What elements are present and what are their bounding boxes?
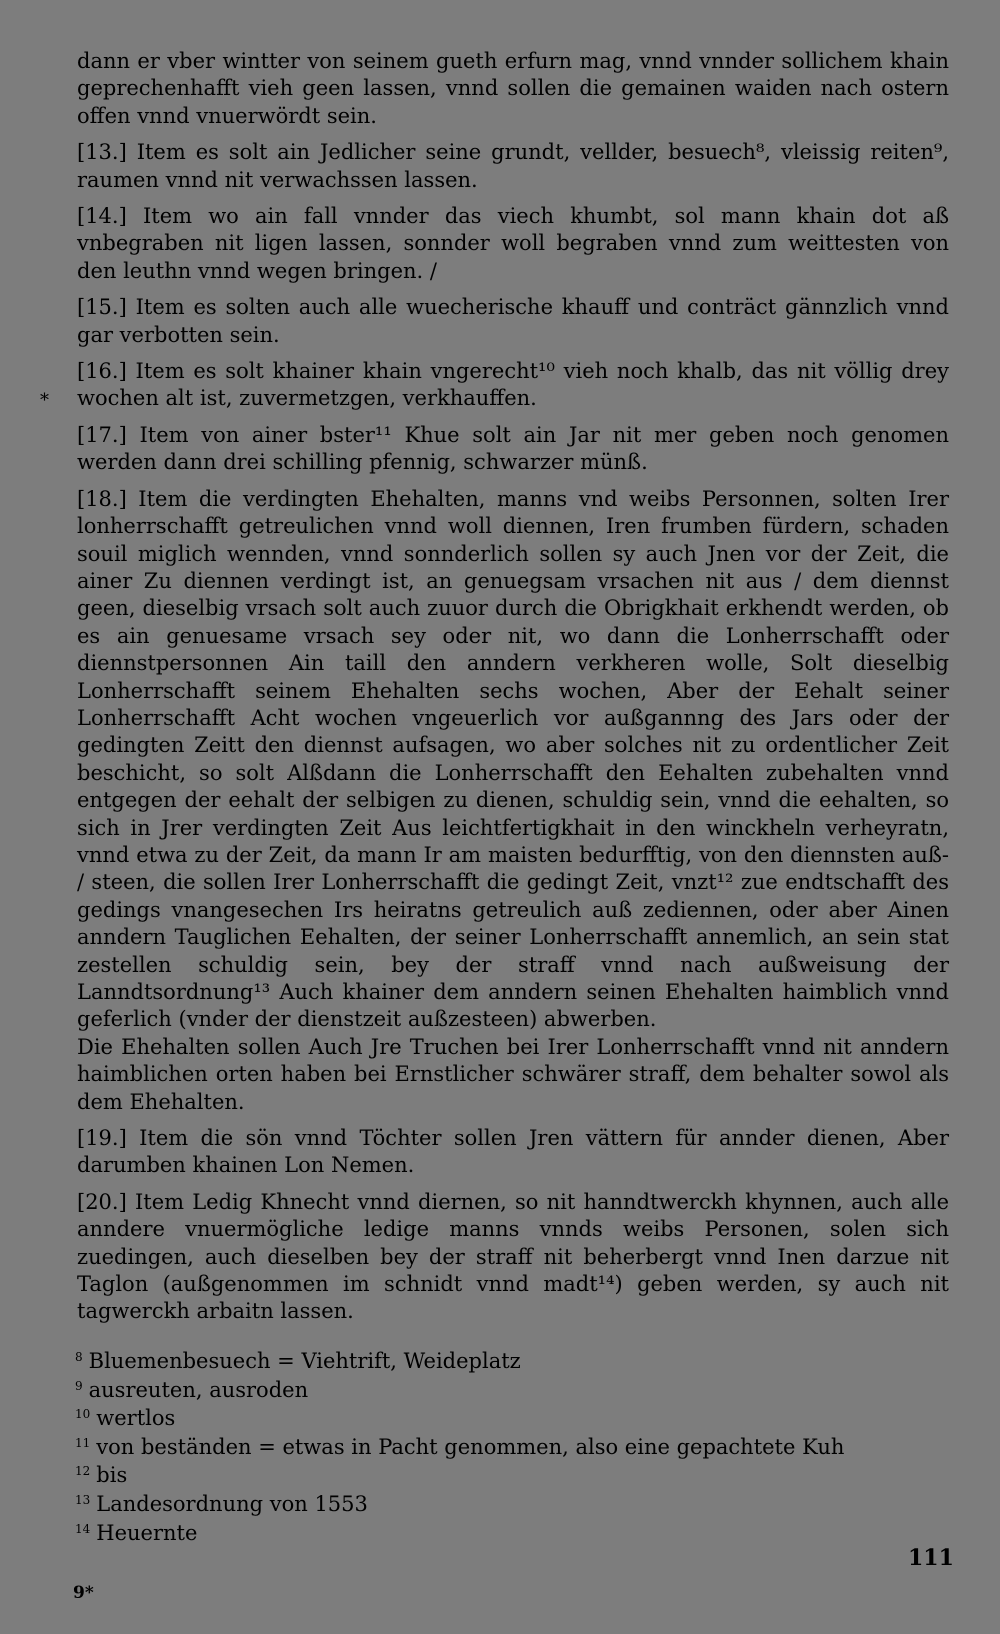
paragraph-18-ehehalten: Die Ehehalten sollen Auch Jre Truchen bei Irer Lonherrschafft vnnd nit anndern haimblichen orten haben bei Ernstlicher schwärer straff, dem behalter sowol als dem Ehehalten.	[77, 1034, 949, 1114]
paragraph-18: [18.] Item die verdingten Ehehalten, manns vnd weibs Personnen, solten Irer lonherrschafft getreulichen vnnd woll diennen, Iren frumben fürdern, schaden souil miglich wennden, vnnd sonnderlich sollen sy auch Jnen vor der Zeit, die ainer Zu diennen verdingt ist, an genuegsam vrsachen nit aus / dem diennst geen, dieselbig vrsach solt auch zuuor durch die Obrigkhait erkhendt werden, ob es ain genuesame vrsach sey oder nit, wo dann die Lonherrschafft oder diennstpersonnen Ain taill den anndern verkheren wolle, Solt dieselbig Lonherrschafft seinem Ehehalten sechs wochen, Aber der Eehalt seiner Lonherrschafft Acht wochen vngeuerlich vor außgannng des Jars oder der gedingten Zeitt den diennst aufsagen, wo aber solches nit zu ordentlicher Zeit beschicht, so solt Alßdann die Lonherrschafft den Eehalten zubehalten vnnd entgegen der eehalt der selbigen zu dienen, schuldig sein, vnnd die eehalten, so sich in Jrer verdingten Zeit Aus leichtfertigkhait in den winckheln verheyratn, vnnd etwa zu der Zeit, da mann Ir am maisten bedurfftig, von den diennsten auß- / steen, die sollen Irer Lonherrschafft die gedingt Zeit, vnzt¹² zue endtschafft des gedings vnangesechen Irs heiratns getreulich auß zediennen, oder aber Ainen anndern Tauglichen Eehalten, der seiner Lonherrschafft annemlich, an sein stat zestellen schuldig sein, bey der straff vnnd nach außweisung der Lanndtsordnung¹³ Auch khainer dem anndern seinen Ehehalten haimblich vnnd geferlich (vnder der dienstzeit außzesteen) abwerben.	[77, 486, 949, 1032]
margin-mark: *	[40, 390, 49, 411]
footnote-text: Landesordnung von 1553	[96, 1491, 368, 1516]
paragraph-19: [19.] Item die sön vnnd Töchter sollen Jren vättern für annder dienen, Aber darumben khainen Lon Nemen.	[77, 1126, 949, 1178]
footnote-number: 11	[75, 1435, 91, 1450]
paragraph-17: [17.] Item von ainer bster¹¹ Khue solt ain Jar nit mer geben noch genomen werden dann drei schilling pfennig, schwarzer münß.	[77, 422, 949, 475]
footnotes	[75, 1345, 935, 1545]
paragraph-20: [20.] Item Ledig Khnecht vnnd diernen, so nit hanndtwerckh khynnen, auch alle anndere vnuermögliche ledige manns vnnds weibs Personen, solen sich zuedingen, auch dieselben bey der straff nit beherbergt vnnd Inen darzue nit Taglon (außgenommen im schnidt vnnd madt¹⁴) geben werden, sy auch nit tagwerckh arbaitn lassen.	[77, 1189, 949, 1324]
page-number: 111	[908, 1545, 954, 1571]
paragraph-15: [15.] Item es solten auch alle wuecherische khauff und conträct gännzlich vnnd gar verbotten sein.	[77, 295, 949, 347]
footnote-text: Heuernte	[96, 1520, 198, 1545]
footnote-number: 14	[75, 1521, 91, 1536]
paragraph-14: [14.] Item wo ain fall vnnder das viech khumbt, sol mann khain dot aß vnbegraben nit ligen lassen, sonnder woll begraben vnnd zum weittesten von den leuthn vnnd wegen bringen. /	[77, 204, 949, 283]
footnote-number: 10	[75, 1407, 91, 1422]
footnote-text: Bluemenbesuech = Viehtrift, Weideplatz	[88, 1349, 521, 1373]
footnote	[75, 1431, 935, 1460]
footnote	[75, 1488, 935, 1517]
footnote	[75, 1345, 935, 1374]
paragraph-continuation: dann er vber wintter von seinem gueth erfurn mag, vnnd vnnder sollichem khain geprechenhafft vieh geen lassen, vnnd sollen die gemainen waiden nach ostern offen vnnd vnuerwördt sein.	[77, 49, 949, 128]
paragraph-16: [16.] Item es solt khainer khain vngerecht¹⁰ vieh noch khalb, das nit völlig drey wochen alt ist, zuvermetzgen, verkhauffen.	[77, 359, 949, 411]
footnote-number: 9	[75, 1378, 83, 1393]
footnote-number: 8	[75, 1350, 83, 1364]
footnote-text: bis	[96, 1463, 128, 1488]
footnote-text: von beständen = etwas in Pacht genommen, also eine gepachtete Kuh	[96, 1434, 845, 1459]
footnote-number: 13	[75, 1492, 91, 1507]
main-text	[77, 48, 949, 1335]
footnote	[75, 1374, 935, 1403]
footnote-text: wertlos	[96, 1406, 176, 1431]
footnote	[75, 1459, 935, 1488]
footnote	[75, 1517, 935, 1546]
paragraph-13: [13.] Item es solt ain Jedlicher seine grundt, vellder, besuech⁸, vleissig reiten⁹, raumen vnnd nit verwachssen lassen.	[77, 140, 949, 192]
footnote	[75, 1402, 935, 1431]
footnote-text: ausreuten, ausroden	[88, 1377, 309, 1402]
signature-mark: 9*	[73, 1583, 94, 1603]
footnote-number: 12	[75, 1464, 91, 1479]
